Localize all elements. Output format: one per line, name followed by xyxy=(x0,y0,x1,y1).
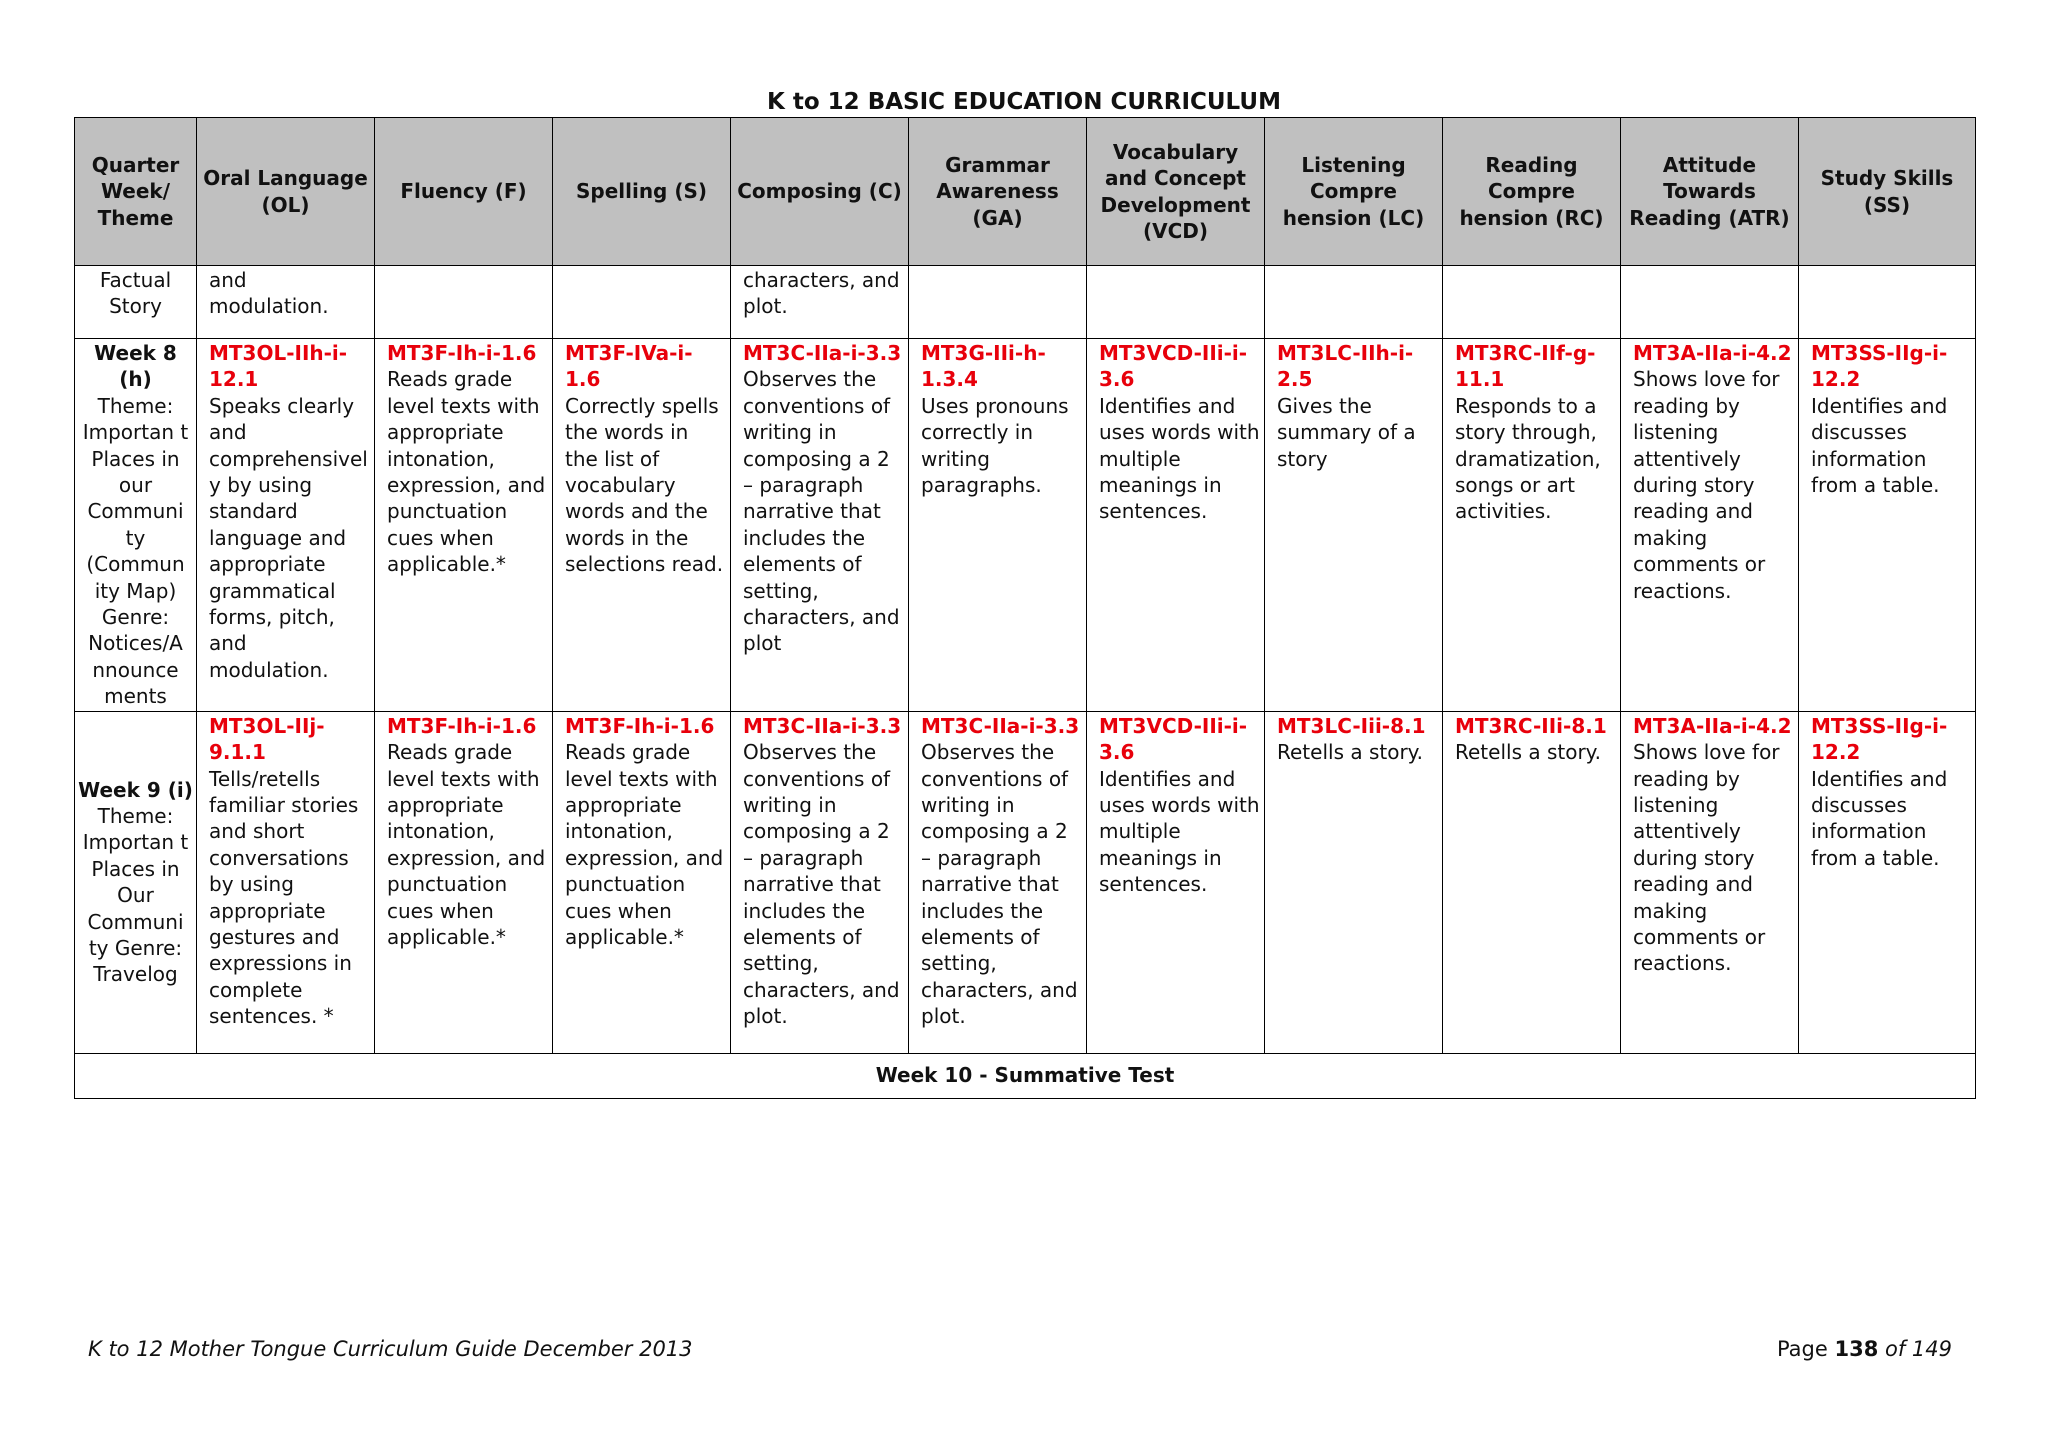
competency-text: Identifies and uses words with multiple meanings in sentences. xyxy=(1099,766,1260,897)
header-row xyxy=(75,118,1976,266)
table-cell xyxy=(375,339,553,712)
curriculum-table xyxy=(74,117,1976,1099)
competency-code: MT3SS-IIg-i-12.2 xyxy=(1811,341,1948,392)
competency-code: MT3G-IIi-h-1.3.4 xyxy=(921,341,1046,392)
header-spelling: Spelling (S) xyxy=(553,118,731,266)
document-title: K to 12 BASIC EDUCATION CURRICULUM xyxy=(767,89,1281,115)
competency-code: MT3F-Ih-i-1.6 xyxy=(565,713,715,738)
competency-text: Tells/retells familiar stories and short conversations by using appropriate gestures and expressions in complete sentences. * xyxy=(209,766,359,1029)
page-total: of 149 xyxy=(1885,1337,1952,1361)
competency-code: MT3F-Ih-i-1.6 xyxy=(387,341,537,365)
table-cell xyxy=(553,339,731,712)
summative-test-cell: Week 10 - Summative Test xyxy=(75,1053,1976,1098)
competency-code: MT3F-IVa-i-1.6 xyxy=(565,341,693,392)
competency-code: MT3C-IIa-i-3.3 xyxy=(743,713,902,738)
header-quarter-week-theme: Quarter Week/ Theme xyxy=(75,118,197,266)
competency-code: MT3C-IIa-i-3.3 xyxy=(921,713,1080,738)
competency-text: Correctly spells the words in the list of vocabulary words and the words in the selections read. xyxy=(565,393,724,577)
competency-text: Shows love for reading by listening attentively during story reading and making comments or reactions. xyxy=(1633,367,1780,603)
table-row-week-8 xyxy=(75,339,1976,712)
competency-code: MT3LC-IIh-i-2.5 xyxy=(1277,341,1414,392)
page-current: 138 xyxy=(1834,1337,1879,1361)
table-cell xyxy=(1087,339,1265,712)
table-cell xyxy=(1265,339,1443,712)
week-theme: Theme: Importan t Places in our Communi ty (Commun ity Map) Genre: Notices/A nnounce ments xyxy=(82,393,189,709)
competency-code: MT3A-IIa-i-4.2 xyxy=(1633,713,1792,738)
header-fluency: Fluency (F) xyxy=(375,118,553,266)
competency-text: Observes the conventions of writing in composing a 2 – paragraph narrative that includes the elements of setting, characters, and plot. xyxy=(921,740,1078,1029)
table-cell xyxy=(1087,266,1265,339)
table-cell xyxy=(1265,711,1443,1053)
table-cell xyxy=(731,711,909,1053)
header-attitude-reading: Attitude Towards Reading (ATR) xyxy=(1621,118,1799,266)
table-cell xyxy=(1443,266,1621,339)
competency-code: MT3OL-IIh-i-12.1 xyxy=(209,341,348,392)
header-composing: Composing (C) xyxy=(731,118,909,266)
table-cell xyxy=(1799,266,1976,339)
competency-code: MT3VCD-IIi-i-3.6 xyxy=(1099,713,1248,765)
competency-text: Identifies and discusses information from a table. xyxy=(1811,766,1948,870)
table-cell xyxy=(909,339,1087,712)
competency-text: Shows love for reading by listening attentively during story reading and making comments or reactions. xyxy=(1633,740,1780,976)
week-cell: Factual Story xyxy=(75,266,197,339)
header-study-skills: Study Skills (SS) xyxy=(1799,118,1976,266)
week-theme: Theme: Importan t Places in Our Communi ty Genre: Travelog xyxy=(82,803,189,987)
competency-code: MT3F-Ih-i-1.6 xyxy=(387,713,537,738)
table-cell: characters, and plot. xyxy=(731,266,909,339)
competency-code: MT3C-IIa-i-3.3 xyxy=(743,341,902,365)
competency-code: MT3A-IIa-i-4.2 xyxy=(1633,341,1792,365)
summative-test-row xyxy=(75,1053,1976,1098)
competency-text: Retells a story. xyxy=(1455,740,1602,765)
competency-code: MT3SS-IIg-i-12.2 xyxy=(1811,713,1948,765)
week-label: Week 9 (i) xyxy=(78,777,193,802)
competency-text: Observes the conventions of writing in composing a 2 – paragraph narrative that includes the elements of setting, characters, and plot. xyxy=(743,740,900,1029)
table-cell xyxy=(375,266,553,339)
table-cell xyxy=(1799,339,1976,712)
competency-text: Observes the conventions of writing in composing a 2 – paragraph narrative that includes the elements of setting, characters, and plot xyxy=(743,367,900,656)
header-listening-comprehension: Listening Compre hension (LC) xyxy=(1265,118,1443,266)
competency-text: Reads grade level texts with appropriate intonation, expression, and punctuation cues when applicable.* xyxy=(565,740,724,949)
competency-text: Reads grade level texts with appropriate intonation, expression, and punctuation cues when applicable.* xyxy=(387,740,546,949)
table-cell xyxy=(553,266,731,339)
competency-text: Gives the summary of a story xyxy=(1277,393,1416,471)
table-cell xyxy=(909,266,1087,339)
table-cell xyxy=(553,711,731,1053)
competency-code: MT3LC-Iii-8.1 xyxy=(1277,713,1426,738)
table-cell xyxy=(375,711,553,1053)
table-cell xyxy=(1087,711,1265,1053)
table-cell xyxy=(1443,339,1621,712)
table-cell: and modulation. xyxy=(197,266,375,339)
competency-text: Identifies and discusses information from a table. xyxy=(1811,393,1948,498)
competency-text: Responds to a story through, dramatization, songs or art activities. xyxy=(1455,393,1601,524)
table-cell xyxy=(197,339,375,712)
competency-code: MT3RC-IIi-8.1 xyxy=(1455,713,1607,738)
competency-text: Speaks clearly and comprehensivel y by using standard language and appropriate grammatical forms, pitch, and modulation. xyxy=(209,393,368,682)
table-cell xyxy=(1621,711,1799,1053)
competency-text: Retells a story. xyxy=(1277,740,1424,765)
competency-text: Identifies and uses words with multiple meanings in sentences. xyxy=(1099,393,1260,524)
table-cell xyxy=(1621,339,1799,712)
week-label: Week 8 (h) xyxy=(94,341,177,392)
footer-page-number xyxy=(1777,1336,1952,1362)
footer-guide-title: K to 12 Mother Tongue Curriculum Guide December 2013 xyxy=(88,1337,693,1361)
header-grammar-awareness: Grammar Awareness (GA) xyxy=(909,118,1087,266)
competency-code: MT3OL-IIj-9.1.1 xyxy=(209,713,325,765)
table-cell xyxy=(1443,711,1621,1053)
competency-code: MT3RC-IIf-g-11.1 xyxy=(1455,341,1596,392)
page-prefix: Page xyxy=(1776,1337,1828,1361)
week-cell xyxy=(75,339,197,712)
competency-text: Uses pronouns correctly in writing paragraphs. xyxy=(921,393,1069,498)
table-row-week-9 xyxy=(75,711,1976,1053)
table-cell xyxy=(909,711,1087,1053)
table-cell xyxy=(731,339,909,712)
header-reading-comprehension: Reading Compre hension (RC) xyxy=(1443,118,1621,266)
table-cell xyxy=(1799,711,1976,1053)
table-cell xyxy=(197,711,375,1053)
week-cell xyxy=(75,711,197,1053)
table-cell xyxy=(1621,266,1799,339)
competency-code: MT3VCD-IIi-i-3.6 xyxy=(1099,341,1248,392)
continuation-row xyxy=(75,266,1976,339)
header-oral-language: Oral Language (OL) xyxy=(197,118,375,266)
table-cell xyxy=(1265,266,1443,339)
competency-text: Reads grade level texts with appropriate intonation, expression, and punctuation cues when applicable.* xyxy=(387,367,546,577)
header-vocabulary-concept: Vocabulary and Concept Development (VCD) xyxy=(1087,118,1265,266)
